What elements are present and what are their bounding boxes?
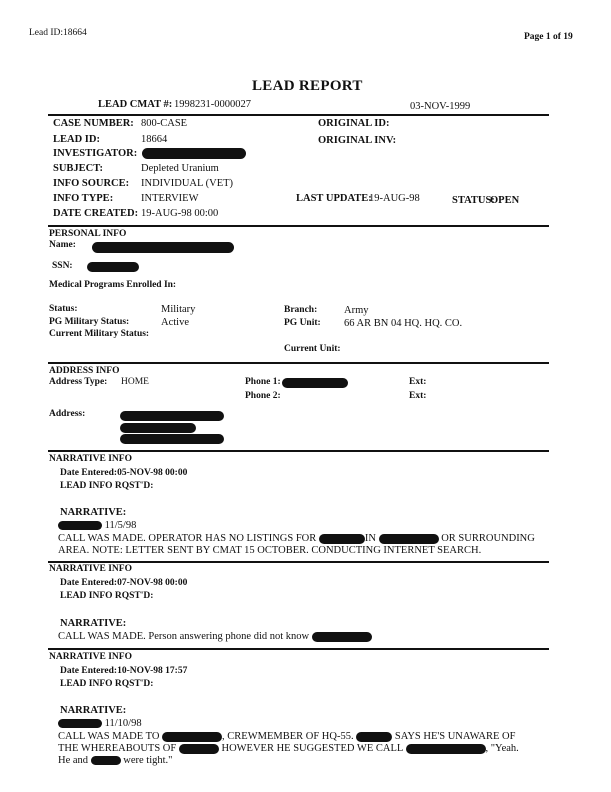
narrative-text: CALL WAS MADE TO — [58, 731, 160, 742]
info-type-value: INTERVIEW — [141, 193, 199, 204]
narrative-text-line — [58, 731, 515, 742]
date-entered: Date Entered:10-NOV-98 17:57 — [60, 666, 188, 676]
narrative-text-line: AREA. NOTE: LETTER SENT BY CMAT 15 OCTOBER. CONDUCTING INTERNET SEARCH. — [58, 545, 482, 556]
lead-info-rqst: LEAD INFO RQST'D: — [60, 591, 154, 601]
cmat-label: LEAD CMAT #: — [98, 99, 173, 110]
original-id-label: ORIGINAL ID: — [318, 118, 390, 129]
ext2-label: Ext: — [409, 391, 427, 401]
redaction — [58, 521, 102, 530]
redaction — [179, 744, 219, 754]
lead-info-rqst: LEAD INFO RQST'D: — [60, 679, 154, 689]
redaction — [319, 534, 365, 544]
narrative-text: HOWEVER HE SUGGESTED WE CALL — [221, 743, 403, 754]
info-source-value: INDIVIDUAL (VET) — [141, 178, 234, 189]
narrative-heading: NARRATIVE INFO — [49, 564, 132, 574]
name-label: Name: — [49, 240, 76, 250]
redaction — [379, 534, 439, 544]
report-date: 03-NOV-1999 — [410, 101, 471, 112]
info-source-label: INFO SOURCE: — [53, 178, 130, 189]
redaction — [282, 378, 348, 388]
narrative-text: THE WHEREABOUTS OF — [58, 743, 177, 754]
case-number-value: 800-CASE — [141, 118, 188, 129]
narrative-text: , CREWMEMBER OF HQ-55. — [222, 731, 354, 742]
last-update-value: 19-AUG-98 — [369, 193, 420, 204]
status-value: OPEN — [490, 195, 520, 206]
cmat-value: 1998231-0000027 — [174, 99, 251, 110]
subject-value: Depleted Uranium — [141, 163, 219, 174]
branch-label: Branch: — [284, 305, 318, 315]
narrative-text: were tight." — [123, 755, 173, 766]
divider — [48, 114, 549, 116]
narrative-date-line — [58, 718, 142, 729]
narrative-heading: NARRATIVE INFO — [49, 652, 132, 662]
date-entered: Date Entered:05-NOV-98 00:00 — [60, 468, 188, 478]
status-label: STATUS: — [452, 195, 495, 206]
narrative-date: 11/5/98 — [104, 520, 137, 531]
narrative-text: CALL WAS MADE. Person answering phone did not know — [58, 631, 310, 642]
investigator-label: INVESTIGATOR: — [53, 148, 138, 159]
status-mil-label: Status: — [49, 304, 78, 314]
narrative-label: NARRATIVE: — [60, 705, 127, 716]
date-entered: Date Entered:07-NOV-98 00:00 — [60, 578, 188, 588]
narrative-text: SAYS HE'S UNAWARE OF — [394, 731, 516, 742]
current-military-label: Current Military Status: — [49, 329, 150, 339]
redaction — [142, 148, 246, 159]
current-unit-label: Current Unit: — [284, 344, 341, 354]
narrative-text: CALL WAS MADE. OPERATOR HAS NO LISTINGS FOR — [58, 533, 317, 544]
address-label: Address: — [49, 409, 86, 419]
lead-id-label: LEAD ID: — [53, 134, 100, 145]
date-created-value: 19-AUG-98 00:00 — [141, 208, 219, 219]
narrative-text-line — [58, 755, 172, 766]
info-type-label: INFO TYPE: — [53, 193, 114, 204]
divider — [48, 225, 549, 227]
narrative-label: NARRATIVE: — [60, 507, 127, 518]
lead-info-rqst: LEAD INFO RQST'D: — [60, 481, 154, 491]
status-mil-value: Military — [161, 304, 196, 315]
narrative-text: OR SURROUNDING — [441, 533, 535, 544]
redaction — [91, 756, 121, 765]
narrative-label: NARRATIVE: — [60, 618, 127, 629]
divider — [48, 450, 549, 452]
original-inv-label: ORIGINAL INV: — [318, 135, 397, 146]
redaction — [58, 719, 102, 728]
narrative-heading: NARRATIVE INFO — [49, 454, 132, 464]
narrative-text-line — [58, 533, 535, 544]
ext1-label: Ext: — [409, 377, 427, 387]
pg-military-label: PG Military Status: — [49, 317, 130, 327]
divider — [48, 648, 549, 650]
redaction — [406, 744, 486, 754]
redaction — [312, 632, 372, 642]
pg-unit-label: PG Unit: — [284, 318, 321, 328]
divider — [48, 362, 549, 364]
ssn-label: SSN: — [52, 261, 73, 271]
redaction — [120, 411, 224, 421]
narrative-text-line — [58, 631, 372, 642]
phone2-label: Phone 2: — [245, 391, 281, 401]
narrative-text: IN — [364, 533, 376, 544]
redaction — [120, 423, 196, 433]
date-created-label: DATE CREATED: — [53, 208, 139, 219]
redaction — [92, 242, 234, 253]
address-info-heading: ADDRESS INFO — [49, 366, 120, 376]
page-title: LEAD REPORT — [252, 78, 363, 94]
narrative-date-line — [58, 520, 136, 531]
pg-unit-value: 66 AR BN 04 HQ. HQ. CO. — [344, 318, 463, 329]
redaction — [120, 434, 224, 444]
narrative-text-line — [58, 743, 519, 754]
header-lead-id: Lead ID:18664 — [29, 28, 87, 38]
narrative-date: 11/10/98 — [104, 718, 142, 729]
phone1-label: Phone 1: — [245, 377, 281, 387]
lead-id-value: 18664 — [141, 134, 168, 145]
subject-label: SUBJECT: — [53, 163, 103, 174]
narrative-text: He and — [58, 755, 89, 766]
personal-info-heading: PERSONAL INFO — [49, 229, 127, 239]
address-type-label: Address Type: — [49, 377, 108, 387]
medical-programs-label: Medical Programs Enrolled In: — [49, 280, 177, 290]
last-update-label: LAST UPDATE: — [296, 193, 372, 204]
redaction — [162, 732, 222, 742]
redaction — [356, 732, 392, 742]
divider — [48, 561, 549, 563]
address-type-value: HOME — [121, 377, 149, 387]
pg-military-value: Active — [161, 317, 189, 328]
case-number-label: CASE NUMBER: — [53, 118, 134, 129]
narrative-text: , "Yeah. — [485, 743, 519, 754]
redaction — [87, 262, 139, 272]
branch-value: Army — [344, 305, 369, 316]
page-number: Page 1 of 19 — [524, 32, 573, 42]
